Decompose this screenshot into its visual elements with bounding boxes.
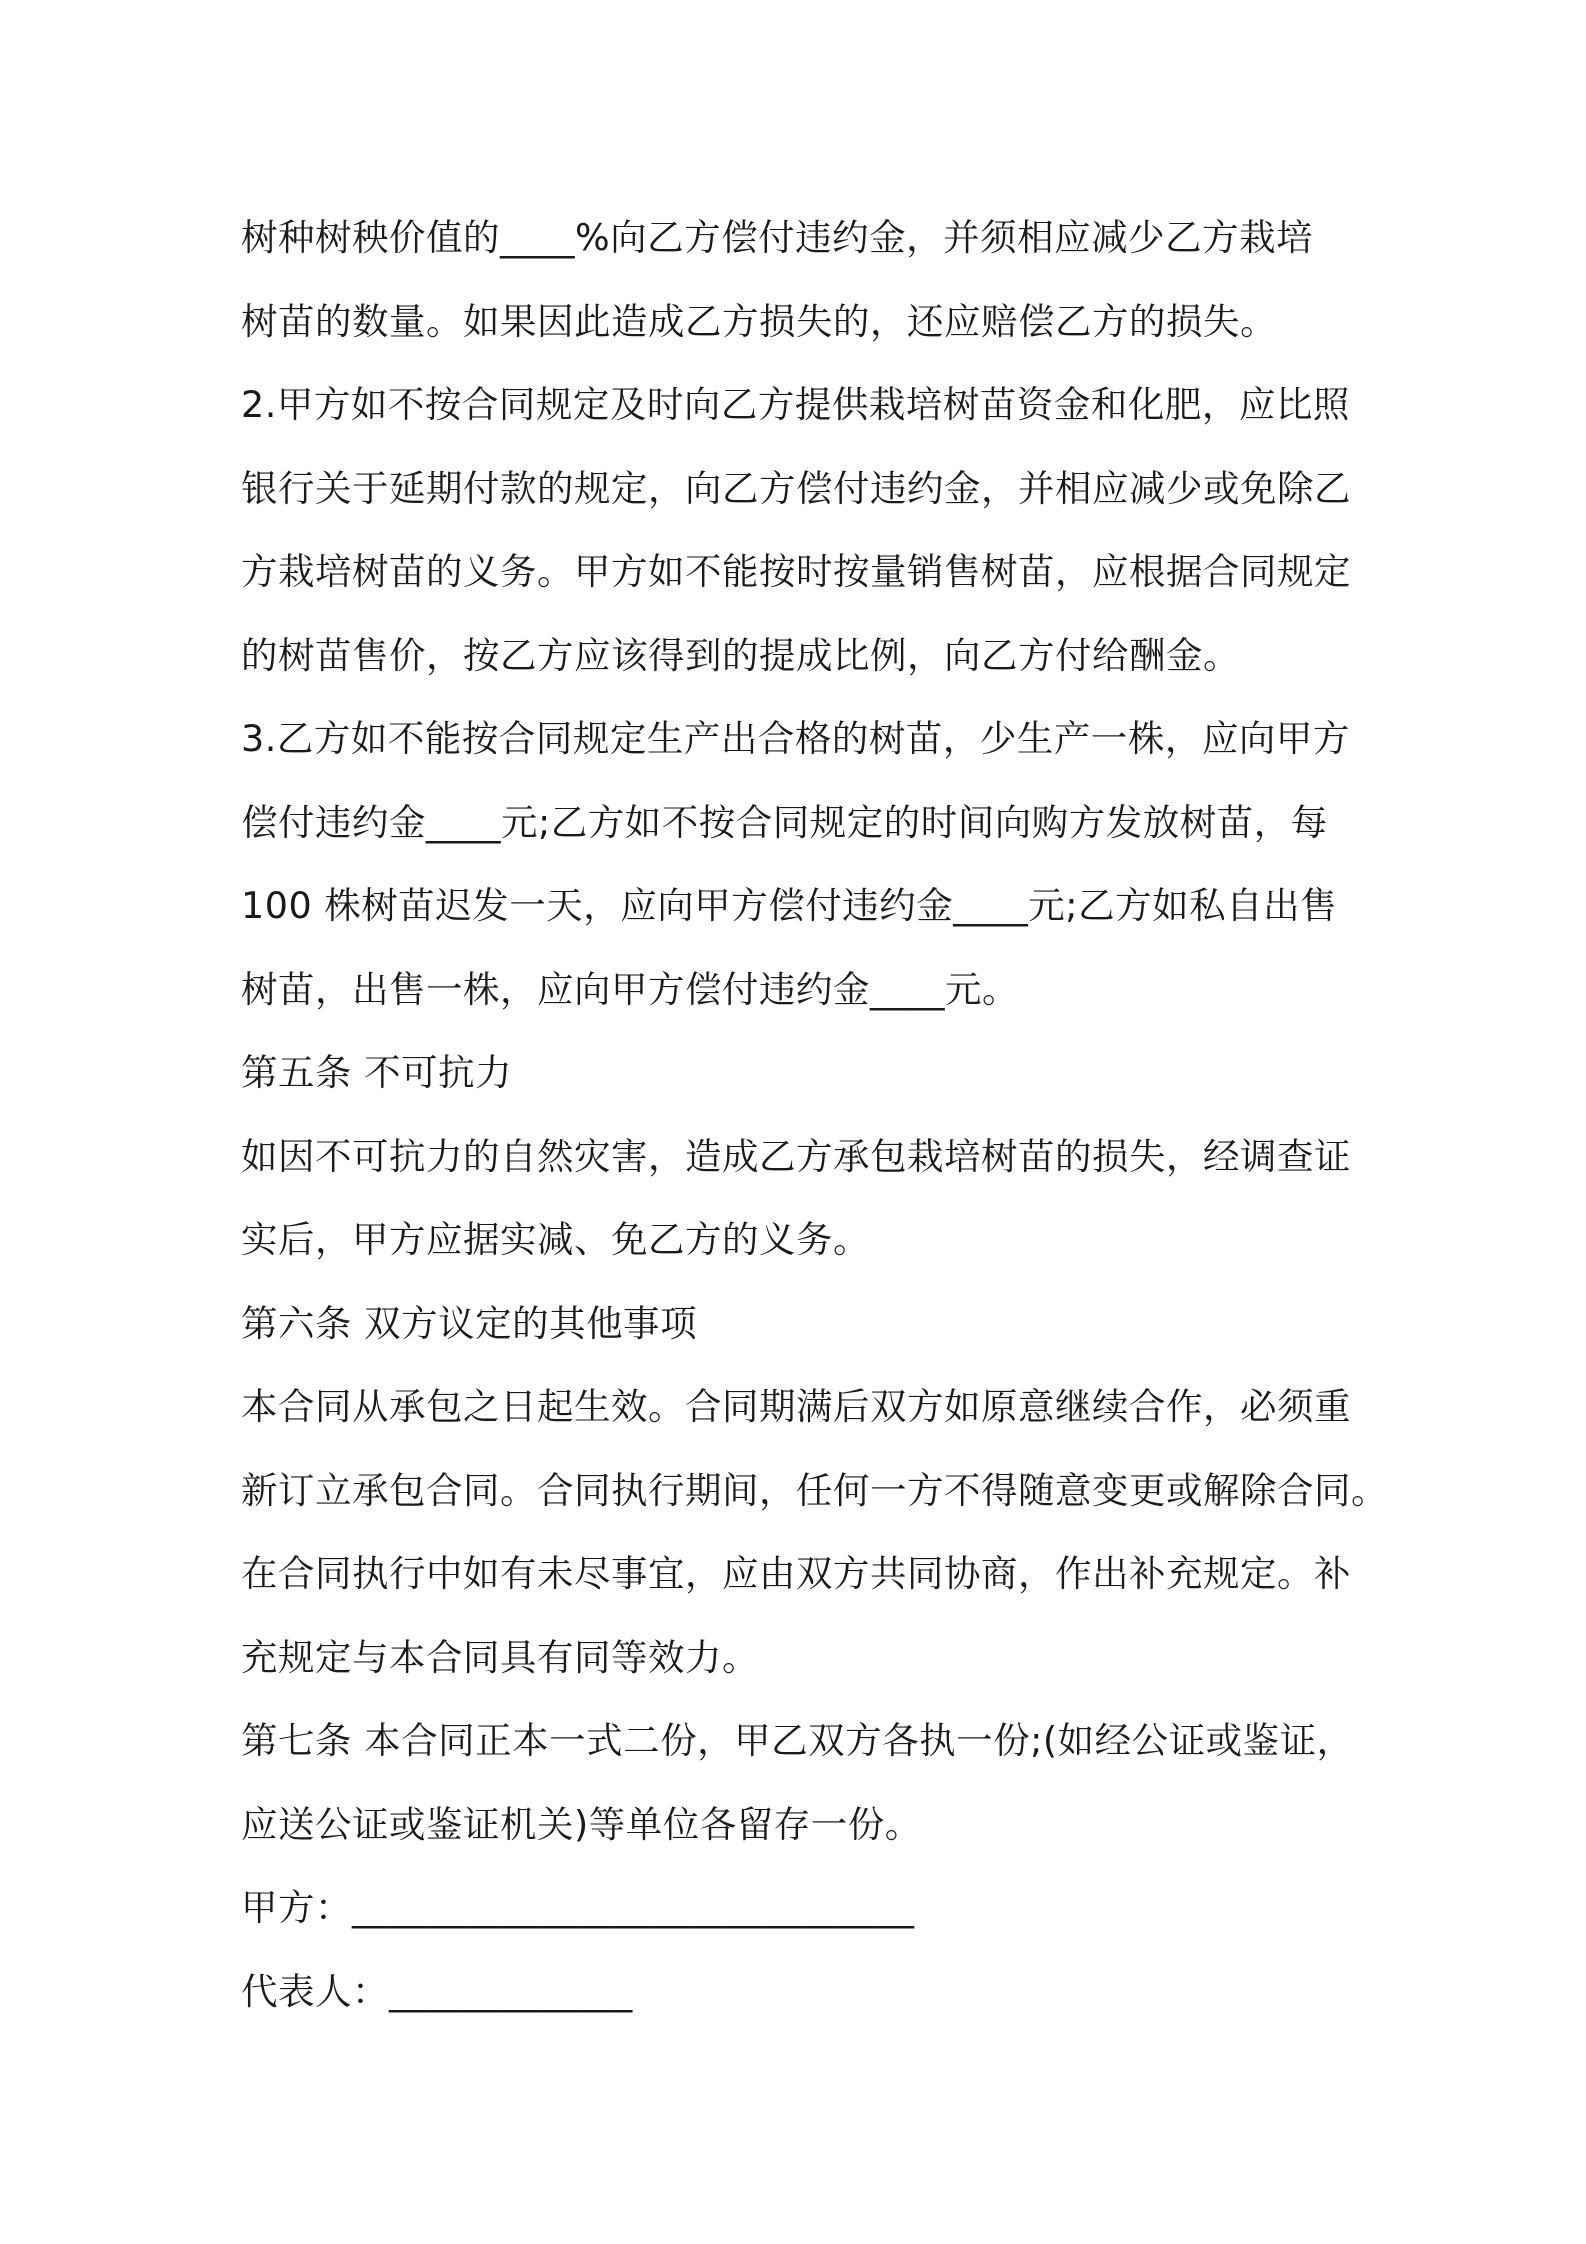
party-a-signature-line: 甲方：______________________________ [241, 1886, 915, 1929]
contract-body [241, 196, 1388, 2033]
clause-item: 2.甲方如不按合同规定及时向乙方提供栽培树苗资金和化肥，应比照 [241, 383, 1350, 426]
article-heading: 第六条 双方议定的其他事项 [241, 1301, 698, 1345]
body-line: 树苗的数量。如果因此造成乙方损失的，还应赔偿乙方的损失。 [241, 299, 1277, 343]
body-line: 应送公证或鉴证机关)等单位各留存一份。 [241, 1802, 922, 1846]
body-line: 如因不可抗力的自然灾害，造成乙方承包栽培树苗的损失，经调查证 [241, 1134, 1351, 1178]
article-heading: 第七条 本合同正本一式二份，甲乙双方各执一份;(如经公证或鉴证， [241, 1719, 1354, 1762]
body-line: 实后，甲方应据实减、免乙方的义务。 [241, 1218, 870, 1261]
body-line: 偿付违约金____元;乙方如不按合同规定的时间向购方发放树苗，每 [241, 800, 1328, 844]
body-line: 银行关于延期付款的规定，向乙方偿付违约金，并相应减少或免除乙 [241, 466, 1351, 510]
body-line: 新订立承包合同。合同执行期间，任何一方不得随意变更或解除合同。 [241, 1468, 1388, 1512]
body-line: 充规定与本合同具有同等效力。 [241, 1635, 759, 1679]
article-heading: 第五条 不可抗力 [241, 1051, 513, 1094]
body-line: 树苗，出售一株，应向甲方偿付违约金____元。 [241, 967, 1019, 1011]
body-line: 在合同执行中如有未尽事宜，应由双方共同协商，作出补充规定。补 [241, 1552, 1351, 1595]
body-line: 方栽培树苗的义务。甲方如不能按时按量销售树苗，应根据合同规定 [241, 550, 1351, 593]
clause-item: 3.乙方如不能按合同规定生产出合格的树苗，少生产一株，应向甲方 [241, 717, 1350, 760]
body-line: 的树苗售价，按乙方应该得到的提成比例，向乙方付给酬金。 [241, 633, 1240, 677]
body-line: 100 株树苗迟发一天，应向甲方偿付违约金____元;乙方如私自出售 [241, 884, 1338, 927]
body-line: 树种树秧价值的____%向乙方偿付违约金，并须相应减少乙方栽培 [241, 216, 1314, 259]
representative-signature-line: 代表人：_____________ [241, 1969, 633, 2013]
body-line: 本合同从承包之日起生效。合同期满后双方如原意继续合作，必须重 [241, 1385, 1351, 1428]
